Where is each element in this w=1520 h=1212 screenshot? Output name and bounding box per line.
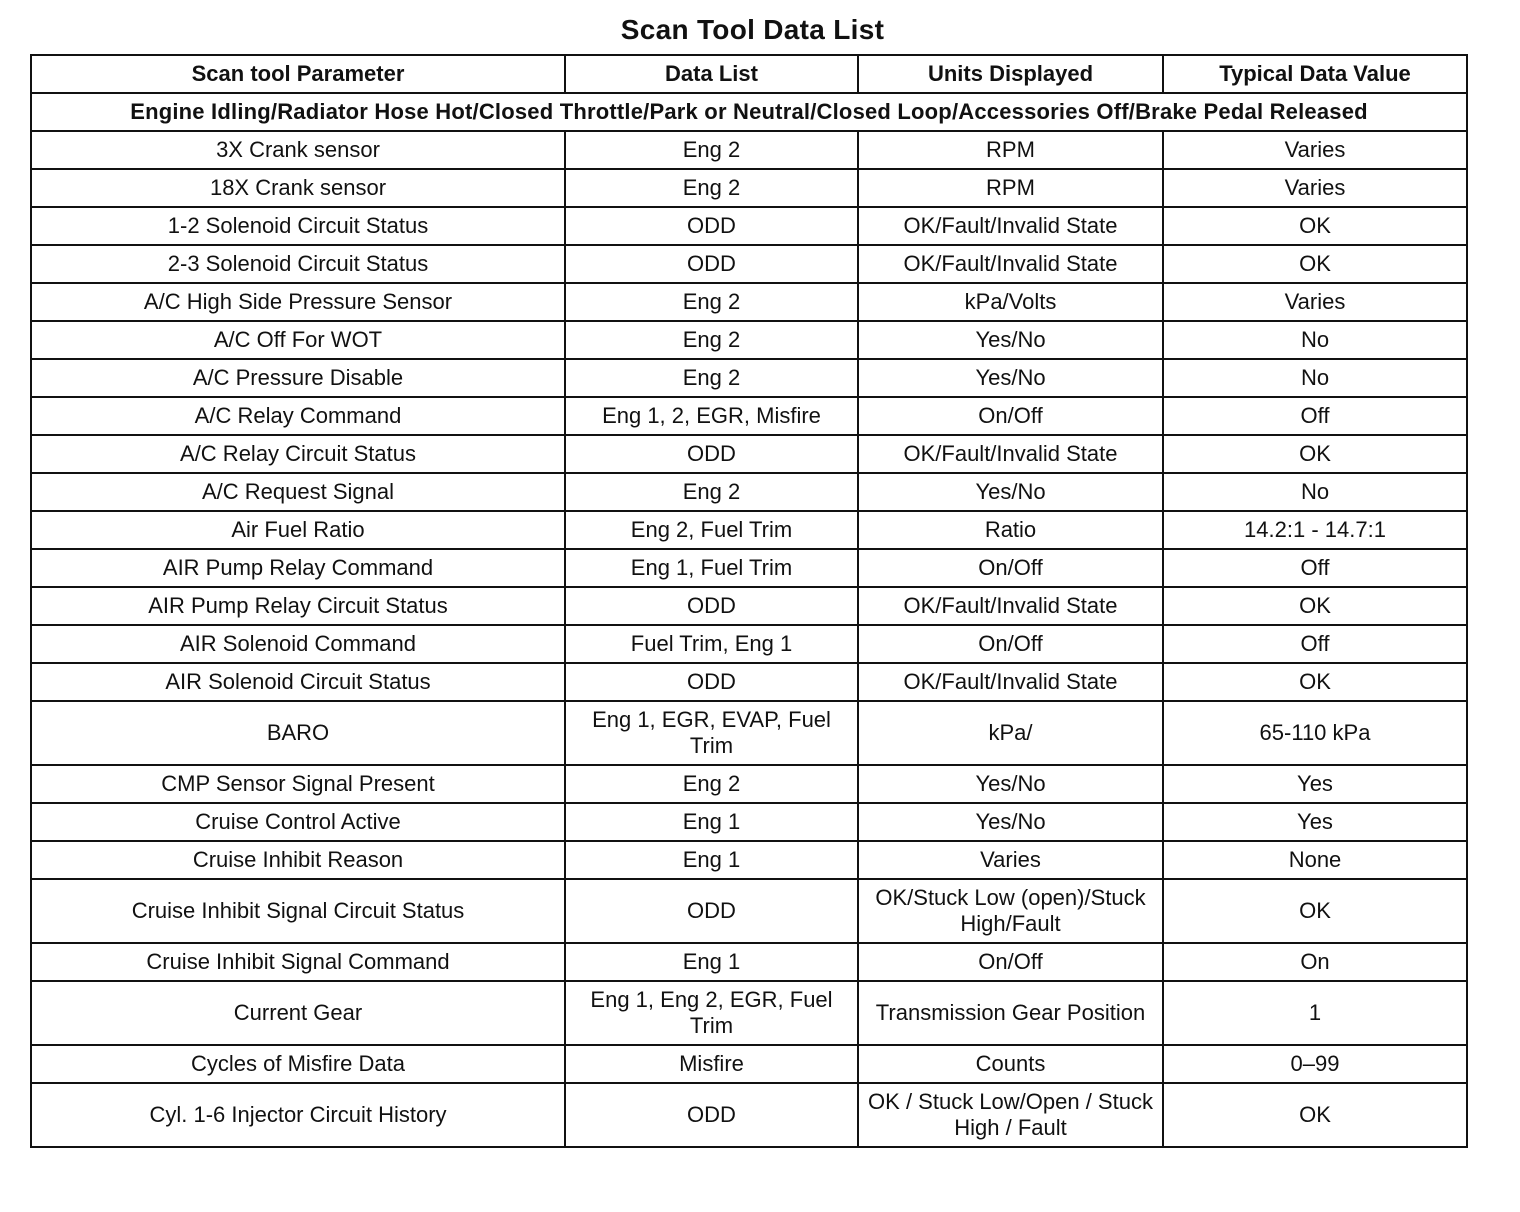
table-row: [31, 803, 1467, 841]
cell-data-list: Eng 2: [565, 765, 858, 803]
cell-units: Transmission Gear Position: [858, 981, 1163, 1045]
header-data-list: Data List: [565, 55, 858, 93]
table-row: [31, 587, 1467, 625]
cell-parameter: AIR Solenoid Command: [31, 625, 565, 663]
cell-parameter: 18X Crank sensor: [31, 169, 565, 207]
table-row: [31, 549, 1467, 587]
cell-units: On/Off: [858, 397, 1163, 435]
cell-parameter: Current Gear: [31, 981, 565, 1045]
cell-units: On/Off: [858, 625, 1163, 663]
cell-data-list: Eng 1, Eng 2, EGR, Fuel Trim: [565, 981, 858, 1045]
cell-data-list: Eng 1: [565, 943, 858, 981]
cell-data-list: Eng 1, 2, EGR, Misfire: [565, 397, 858, 435]
cell-typical-value: Off: [1163, 397, 1467, 435]
cell-parameter: A/C Off For WOT: [31, 321, 565, 359]
cell-parameter: BARO: [31, 701, 565, 765]
cell-typical-value: Off: [1163, 549, 1467, 587]
cell-parameter: A/C Request Signal: [31, 473, 565, 511]
cell-units: kPa/: [858, 701, 1163, 765]
cell-parameter: AIR Pump Relay Command: [31, 549, 565, 587]
cell-units: Counts: [858, 1045, 1163, 1083]
cell-parameter: Cyl. 1-6 Injector Circuit History: [31, 1083, 565, 1147]
cell-units: Yes/No: [858, 765, 1163, 803]
cell-data-list: Eng 1: [565, 841, 858, 879]
cell-units: Varies: [858, 841, 1163, 879]
operating-condition-row: [31, 93, 1467, 131]
cell-units: kPa/Volts: [858, 283, 1163, 321]
table-row: [31, 943, 1467, 981]
cell-units: RPM: [858, 169, 1163, 207]
cell-typical-value: None: [1163, 841, 1467, 879]
cell-data-list: Eng 2: [565, 473, 858, 511]
cell-parameter: 1-2 Solenoid Circuit Status: [31, 207, 565, 245]
cell-units: OK / Stuck Low/Open / Stuck High / Fault: [858, 1083, 1163, 1147]
cell-units: OK/Stuck Low (open)/Stuck High/Fault: [858, 879, 1163, 943]
cell-parameter: Cruise Inhibit Signal Circuit Status: [31, 879, 565, 943]
cell-units: OK/Fault/Invalid State: [858, 245, 1163, 283]
cell-units: Yes/No: [858, 803, 1163, 841]
page-title: Scan Tool Data List: [620, 14, 885, 45]
cell-typical-value: 0–99: [1163, 1045, 1467, 1083]
cell-data-list: ODD: [565, 1083, 858, 1147]
cell-typical-value: No: [1163, 359, 1467, 397]
cell-typical-value: 1: [1163, 981, 1467, 1045]
table-row: [31, 511, 1467, 549]
cell-data-list: Eng 2: [565, 283, 858, 321]
table-row: [31, 841, 1467, 879]
table-row: [31, 765, 1467, 803]
cell-typical-value: No: [1163, 473, 1467, 511]
cell-units: Yes/No: [858, 321, 1163, 359]
cell-units: RPM: [858, 131, 1163, 169]
table-row: [31, 207, 1467, 245]
cell-parameter: Cycles of Misfire Data: [31, 1045, 565, 1083]
cell-units: On/Off: [858, 943, 1163, 981]
header-row: [31, 55, 1467, 93]
table-row: [31, 359, 1467, 397]
cell-parameter: 2-3 Solenoid Circuit Status: [31, 245, 565, 283]
cell-units: OK/Fault/Invalid State: [858, 435, 1163, 473]
cell-data-list: ODD: [565, 879, 858, 943]
cell-typical-value: OK: [1163, 587, 1467, 625]
cell-data-list: ODD: [565, 245, 858, 283]
table-row: [31, 131, 1467, 169]
cell-units: On/Off: [858, 549, 1163, 587]
cell-parameter: Cruise Inhibit Signal Command: [31, 943, 565, 981]
cell-data-list: Misfire: [565, 1045, 858, 1083]
cell-typical-value: On: [1163, 943, 1467, 981]
cell-units: Yes/No: [858, 473, 1163, 511]
table-row: [31, 397, 1467, 435]
cell-typical-value: OK: [1163, 245, 1467, 283]
table-row: [31, 435, 1467, 473]
cell-typical-value: OK: [1163, 435, 1467, 473]
cell-parameter: A/C High Side Pressure Sensor: [31, 283, 565, 321]
cell-data-list: Fuel Trim, Eng 1: [565, 625, 858, 663]
cell-parameter: CMP Sensor Signal Present: [31, 765, 565, 803]
cell-data-list: Eng 1, Fuel Trim: [565, 549, 858, 587]
cell-data-list: Eng 1, EGR, EVAP, Fuel Trim: [565, 701, 858, 765]
cell-data-list: Eng 2: [565, 321, 858, 359]
cell-parameter: AIR Solenoid Circuit Status: [31, 663, 565, 701]
cell-data-list: ODD: [565, 207, 858, 245]
cell-data-list: ODD: [565, 587, 858, 625]
cell-parameter: A/C Relay Command: [31, 397, 565, 435]
cell-typical-value: No: [1163, 321, 1467, 359]
cell-parameter: 3X Crank sensor: [31, 131, 565, 169]
table-row: [31, 625, 1467, 663]
cell-parameter: Cruise Control Active: [31, 803, 565, 841]
cell-typical-value: OK: [1163, 207, 1467, 245]
cell-typical-value: 14.2:1 - 14.7:1: [1163, 511, 1467, 549]
cell-parameter: Cruise Inhibit Reason: [31, 841, 565, 879]
cell-typical-value: OK: [1163, 663, 1467, 701]
table-row: [31, 473, 1467, 511]
cell-units: OK/Fault/Invalid State: [858, 587, 1163, 625]
cell-parameter: AIR Pump Relay Circuit Status: [31, 587, 565, 625]
cell-typical-value: OK: [1163, 1083, 1467, 1147]
cell-units: Yes/No: [858, 359, 1163, 397]
cell-typical-value: 65-110 kPa: [1163, 701, 1467, 765]
cell-data-list: ODD: [565, 663, 858, 701]
header-scan-tool-parameter: Scan tool Parameter: [31, 55, 565, 93]
cell-parameter: Air Fuel Ratio: [31, 511, 565, 549]
cell-data-list: Eng 2: [565, 169, 858, 207]
cell-typical-value: Varies: [1163, 169, 1467, 207]
table-row: [31, 245, 1467, 283]
header-typical-data-value: Typical Data Value: [1163, 55, 1467, 93]
cell-typical-value: Yes: [1163, 803, 1467, 841]
table-row: [31, 663, 1467, 701]
table-row: [31, 169, 1467, 207]
cell-data-list: Eng 2: [565, 131, 858, 169]
cell-data-list: Eng 1: [565, 803, 858, 841]
cell-typical-value: OK: [1163, 879, 1467, 943]
cell-units: Ratio: [858, 511, 1163, 549]
cell-data-list: Eng 2, Fuel Trim: [565, 511, 858, 549]
cell-data-list: Eng 2: [565, 359, 858, 397]
cell-typical-value: Varies: [1163, 131, 1467, 169]
cell-typical-value: Varies: [1163, 283, 1467, 321]
scan-tool-data-table: [30, 54, 1468, 1148]
cell-typical-value: Off: [1163, 625, 1467, 663]
table-row: [31, 321, 1467, 359]
operating-condition: Engine Idling/Radiator Hose Hot/Closed Throttle/Park or Neutral/Closed Loop/Accessories Off/Brake Pedal Released: [31, 93, 1467, 131]
cell-units: OK/Fault/Invalid State: [858, 663, 1163, 701]
table-row: [31, 1045, 1467, 1083]
table-row: [31, 879, 1467, 943]
cell-data-list: ODD: [565, 435, 858, 473]
cell-units: OK/Fault/Invalid State: [858, 207, 1163, 245]
table-row: [31, 981, 1467, 1045]
cell-parameter: A/C Relay Circuit Status: [31, 435, 565, 473]
cell-parameter: A/C Pressure Disable: [31, 359, 565, 397]
cell-typical-value: Yes: [1163, 765, 1467, 803]
table-row: [31, 701, 1467, 765]
table-row: [31, 283, 1467, 321]
table-row: [31, 1083, 1467, 1147]
header-units-displayed: Units Displayed: [858, 55, 1163, 93]
